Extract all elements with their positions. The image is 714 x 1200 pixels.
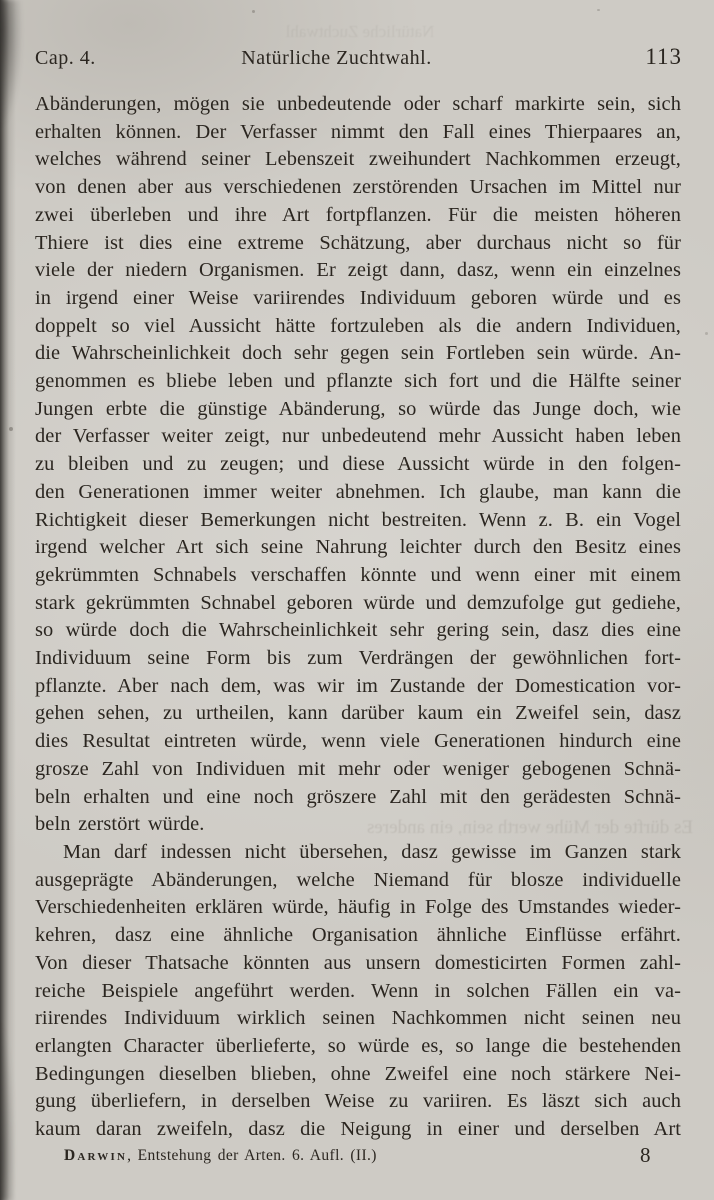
text-line: in irgend einer Weise variirendes Individuum geboren würde und es <box>35 286 681 309</box>
page-number: 113 <box>645 44 682 69</box>
text-line: pflanzte. Aber nach dem, was wir im Zustande der Domestication vor- <box>35 674 681 697</box>
running-title: Natürliche Zuchtwahl. <box>241 47 432 69</box>
text-line: erhalten können. Der Verfasser nimmt den Fall eines Thierpaares an, <box>35 120 681 143</box>
text-line: beln zerstört würde. <box>35 813 205 836</box>
scan-speck <box>705 332 708 335</box>
scan-speck <box>9 427 13 431</box>
text-line: gung überliefern, in derselben Weise zu variiren. Es läszt sich auch <box>35 1090 681 1113</box>
text-line: Richtigkeit dieser Bemerkungen nicht bestreiten. Wenn z. B. ein Vogel <box>35 508 681 531</box>
scan-speck <box>252 10 255 13</box>
text-line: erlangten Character überlieferte, so würde es, so lange die bestehenden <box>35 1034 681 1057</box>
text-line: grosze Zahl von Individuen mit mehr oder weniger gebogenen Schnä- <box>35 757 681 780</box>
text-line: den Generationen immer weiter abnehmen. Ich glaube, man kann die <box>35 480 681 503</box>
body-text <box>35 91 681 1144</box>
text-line: so würde doch die Wahrscheinlichkeit sehr gering sein, dasz dies eine <box>35 619 681 642</box>
show-through-text: Es dürfte der Mühe werth sein, ein anderes <box>366 817 694 838</box>
text-line: Individuum seine Form bis zum Verdrängen der gewöhnlichen fort- <box>35 647 681 670</box>
text-line: Abänderungen, mögen sie unbedeutende oder scharf markirte sein, sich <box>35 93 681 115</box>
imprint-text: , Entstehung der Arten. 6. Aufl. (II.) <box>127 1147 377 1164</box>
text-line: Von dieser Thatsache könnten aus unsern domesticirten Formen zahl- <box>35 951 681 974</box>
scan-speck <box>597 9 600 11</box>
text-line: gehen sehen, zu urtheilen, kann darüber kaum ein Zweifel sein, dasz <box>35 702 681 725</box>
text-line: irgend welcher Art sich seine Nahrung leichter durch den Besitz eines <box>35 536 681 559</box>
text-line: zu bleiben und zu zeugen; und diese Aussicht würde in den folgen- <box>35 453 681 476</box>
text-line: Thiere ist dies eine extreme Schätzung, aber durchaus nicht so für <box>35 231 681 254</box>
text-line: dies Resultat eintreten würde, wenn viele Generationen hindurch eine <box>35 730 681 753</box>
text-line: von denen aber aus verschiedenen zerstörenden Ursachen im Mittel nur <box>35 176 681 199</box>
chapter-label: Cap. 4. <box>35 47 96 69</box>
text-line: zwei überleben und ihre Art fortpflanzen. Für die meisten höheren <box>35 203 681 226</box>
printer-imprint <box>64 1147 377 1165</box>
text-line: stark gekrümmten Schnabel geboren würde und demzufolge gut gediehe, <box>35 591 681 614</box>
text-line: der Verfasser weiter zeigt, nur unbedeutend mehr Aussicht haben leben <box>35 425 681 448</box>
scan-corner-shadow-bottom <box>0 980 26 1200</box>
scan-corner-shadow-top <box>0 0 34 150</box>
text-line: Verschiedenheiten erklären würde, häufig in Folge des Umstandes wieder- <box>35 896 681 919</box>
text-line: kehren, dasz eine ähnliche Organisation ähnliche Einflüsse erfährt. <box>35 924 681 947</box>
imprint-author: Darwin <box>64 1147 128 1164</box>
text-line: genommen es bliebe leben und pflanzte sich fort und die Hälfte seiner <box>35 370 681 393</box>
text-line: gekrümmten Schnabels verschaffen könnte und wenn einer mit einem <box>35 563 681 586</box>
text-line: ausgeprägte Abänderungen, welche Niemand für blosze individuelle <box>35 868 681 891</box>
running-head <box>35 44 684 72</box>
text-line: riirendes Individuum wirklich seinen Nachkommen nicht seinen neu <box>35 1007 681 1030</box>
sheet-signature-number: 8 <box>640 1143 651 1167</box>
text-line: beln erhalten und eine noch gröszere Zahl mit den gerädesten Schnä- <box>35 785 681 808</box>
text-line: reiche Beispiele angeführt werden. Wenn in solchen Fällen ein va- <box>35 979 681 1002</box>
text-line: kaum daran zweifeln, dasz die Neigung in einer und derselben Art <box>35 1118 681 1141</box>
text-line: Jungen erbte die günstige Abänderung, so würde das Junge doch, wie <box>35 397 681 420</box>
text-line: Bedingungen dieselben blieben, ohne Zweifel eine noch stärkere Nei- <box>35 1062 681 1085</box>
text-line: welches während seiner Lebenszeit zweihundert Nachkommen erzeugt, <box>35 148 681 171</box>
text-line: doppelt so viel Aussicht hätte fortzuleben als die andern Individuen, <box>35 314 681 337</box>
show-through-text: Natürliche Zuchtwahl <box>285 22 435 41</box>
text-line: viele der niedern Organismen. Er zeigt dann, dasz, wenn ein einzelnes <box>35 259 681 282</box>
text-line: Man darf indessen nicht übersehen, dasz gewisse im Ganzen stark <box>63 840 681 863</box>
scan-edge-shadow <box>0 0 16 1200</box>
text-line: die Wahrscheinlichkeit doch sehr gegen sein Fortleben sein würde. An- <box>35 342 681 365</box>
